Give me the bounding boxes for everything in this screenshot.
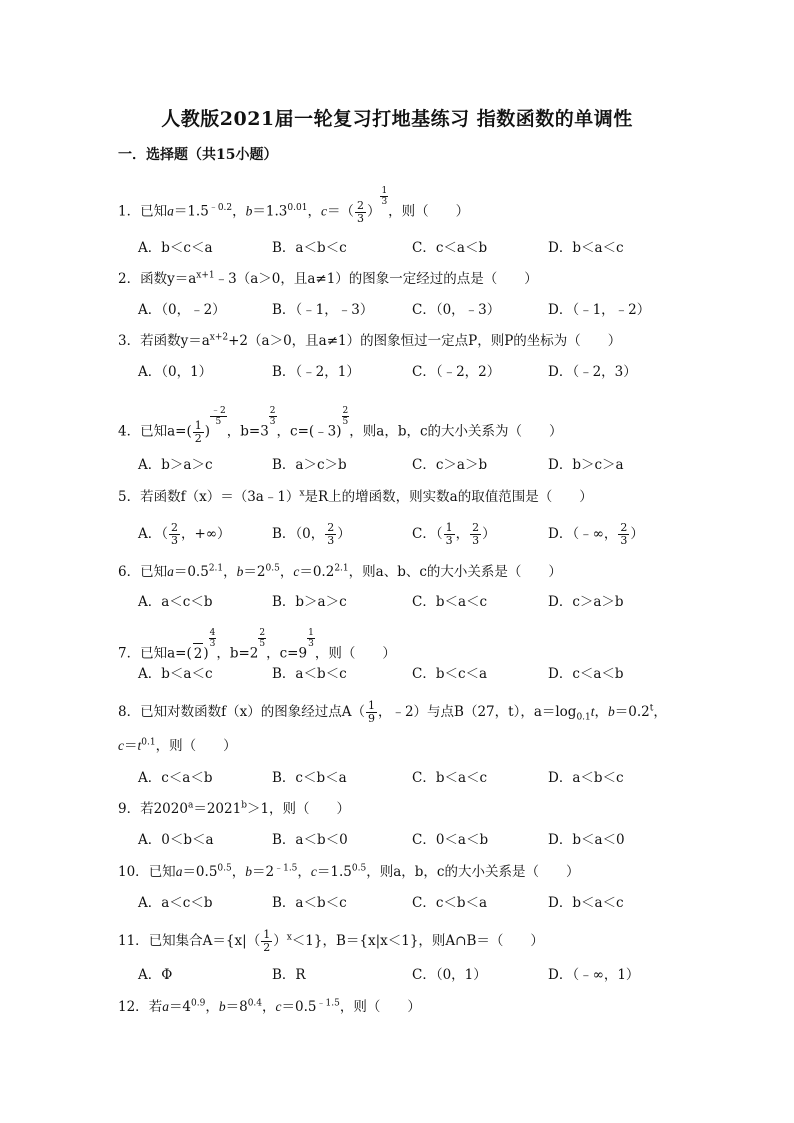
option-b[interactable]: B．b＞a＞c (272, 594, 347, 610)
options-4 (138, 455, 698, 475)
options-3 (138, 362, 698, 382)
section-heading: 一．选择题（共15小题） (118, 147, 278, 163)
option-a[interactable]: A．b＜a＜c (138, 666, 213, 682)
option-c[interactable]: C．b＜a＜c (412, 770, 488, 786)
question-9: 9．若$2020^a=2021^b>1$，则（ ） (118, 800, 351, 817)
question-10: 10．已知$a=0.5^{0.5}$，$b=2^{﹣1.5}$，$c=1.5^{0.5}$，则a，b，c的大小关系是（ ） (118, 863, 580, 880)
question-7: 7．已知a=( 2) $\frac{4}{3}$ ，b=2 $\frac{2}{5}$ ，c=9 $\frac{1}{3}$ ，则（ ） (118, 628, 396, 662)
options-10 (138, 893, 698, 913)
option-c[interactable]: C．（0，1） (412, 967, 487, 983)
options-2 (138, 300, 698, 320)
option-a[interactable]: A．c＜a＜b (138, 770, 213, 786)
question-11: 11．已知集合A＝{x|（ $\frac{1}{2}$ ）$^x$＜1}，B＝{x|x＜1}，则A∩B＝（ ） (118, 928, 544, 954)
option-d[interactable]: D．（﹣2，3） (548, 364, 637, 380)
option-b[interactable]: B．c＜b＜a (272, 770, 347, 786)
option-c[interactable]: C．（﹣2，2） (412, 364, 501, 380)
question-4: 4．已知a=( $\frac{1}{2}$ ) $\frac{﹣2}{5}$ ，b=3 $\frac{2}{3}$ ，c=(﹣3) $\frac{2}{5}$ ，则a，b，c的大小关系为（ ） (118, 406, 563, 445)
option-b[interactable]: B．a＞c＞b (272, 457, 347, 473)
options-1 (138, 238, 698, 258)
options-8 (138, 768, 698, 788)
option-c[interactable]: C．b＜c＜a (412, 666, 488, 682)
option-c[interactable]: C．c＜a＜b (412, 240, 488, 256)
option-d[interactable]: D．c＜a＜b (548, 666, 624, 682)
option-b[interactable]: B．a＜b＜c (272, 666, 347, 682)
option-b[interactable]: B．（﹣2，1） (272, 364, 360, 380)
question-6: 6．已知$a=0.5^{2.1}$，$b=2^{0.5}$，$c=0.2^{2.1}$，则a、b、c的大小关系是（ ） (118, 563, 562, 580)
option-d[interactable]: D．b＜a＜0 (548, 832, 625, 848)
option-a[interactable]: A．（ $\frac{2}{3}$ ，+∞） (138, 521, 231, 547)
option-a[interactable]: A．（0，﹣2） (138, 302, 226, 318)
option-d[interactable]: D．b＜a＜c (548, 240, 624, 256)
question-8-line-2: $c=t^{0.1}$，则（ ） (118, 737, 237, 754)
question-12: 12．若$a=4^{0.9}$，$b=8^{0.4}$，$c=0.5^{﹣1.5}$，则（ ） (118, 998, 421, 1015)
option-a[interactable]: A．a＜c＜b (138, 594, 213, 610)
option-c[interactable]: C．（ $\frac{1}{3}$ ， $\frac{2}{3}$ ） (412, 521, 496, 547)
question-5: 5．若函数f（x）＝（3a﹣1）$^x$是R上的增函数，则实数a的取值范围是（ ） (118, 488, 593, 505)
option-d[interactable]: D．a＜b＜c (548, 770, 624, 786)
options-9 (138, 830, 698, 850)
option-a[interactable]: A．a＜c＜b (138, 895, 213, 911)
option-a[interactable]: A．b＜c＜a (138, 240, 213, 256)
option-d[interactable]: D．b＞c＞a (548, 457, 624, 473)
option-c[interactable]: C．b＜a＜c (412, 594, 488, 610)
option-b[interactable]: B．a＜b＜c (272, 240, 347, 256)
option-a[interactable]: A．b＞a＞c (138, 457, 213, 473)
option-c[interactable]: C．0＜a＜b (412, 832, 489, 848)
options-11 (138, 965, 698, 985)
option-d[interactable]: D．c＞a＞b (548, 594, 624, 610)
options-6 (138, 592, 698, 612)
option-b[interactable]: B．（0， $\frac{2}{3}$ ） (272, 521, 351, 547)
option-d[interactable]: D．（﹣1，﹣2） (548, 302, 651, 318)
option-c[interactable]: C．（0，﹣3） (412, 302, 501, 318)
option-c[interactable]: C．c＜b＜a (412, 895, 488, 911)
option-b[interactable]: B．a＜b＜0 (272, 832, 348, 848)
page-title: 人教版2021届一轮复习打地基练习 指数函数的单调性 (161, 108, 633, 130)
question-8: 8．已知对数函数f（x）的图象经过点A（ $\frac{1}{9}$ ，﹣2）与点B（27，t），$a=\log_{0.1}t$，$b=0.2^t$， (118, 699, 667, 725)
option-c[interactable]: C．c＞a＞b (412, 457, 488, 473)
option-a[interactable]: A．Φ (138, 967, 173, 983)
option-d[interactable]: D．（﹣∞， $\frac{2}{3}$ ） (548, 521, 644, 547)
question-2: 2．函数$y=a^{x+1}﹣3(a>0$，且a≠1）的图象一定经过的点是（ ） (118, 270, 538, 287)
options-5 (138, 521, 698, 547)
option-b[interactable]: B．a＜b＜c (272, 895, 347, 911)
question-1: 1．已知$a=1.5^{﹣0.2}$，$b=1.3^{0.01}$，c＝（ $\frac{2}{3}$ ） $\frac{1}{3}$ ，则（ ） (118, 186, 470, 225)
options-7 (138, 664, 698, 684)
option-b[interactable]: B．（﹣1，﹣3） (272, 302, 374, 318)
option-b[interactable]: B．R (272, 967, 306, 983)
option-d[interactable]: D．（﹣∞，1） (548, 967, 640, 983)
option-d[interactable]: D．b＜a＜c (548, 895, 624, 911)
option-a[interactable]: A．0＜b＜a (138, 832, 214, 848)
option-a[interactable]: A．（0，1） (138, 364, 213, 380)
question-3: 3．若函数$y=a^{x+2}+2(a>0$，且a≠1）的图象恒过一定点P，则P的坐标为（ ） (118, 332, 622, 349)
